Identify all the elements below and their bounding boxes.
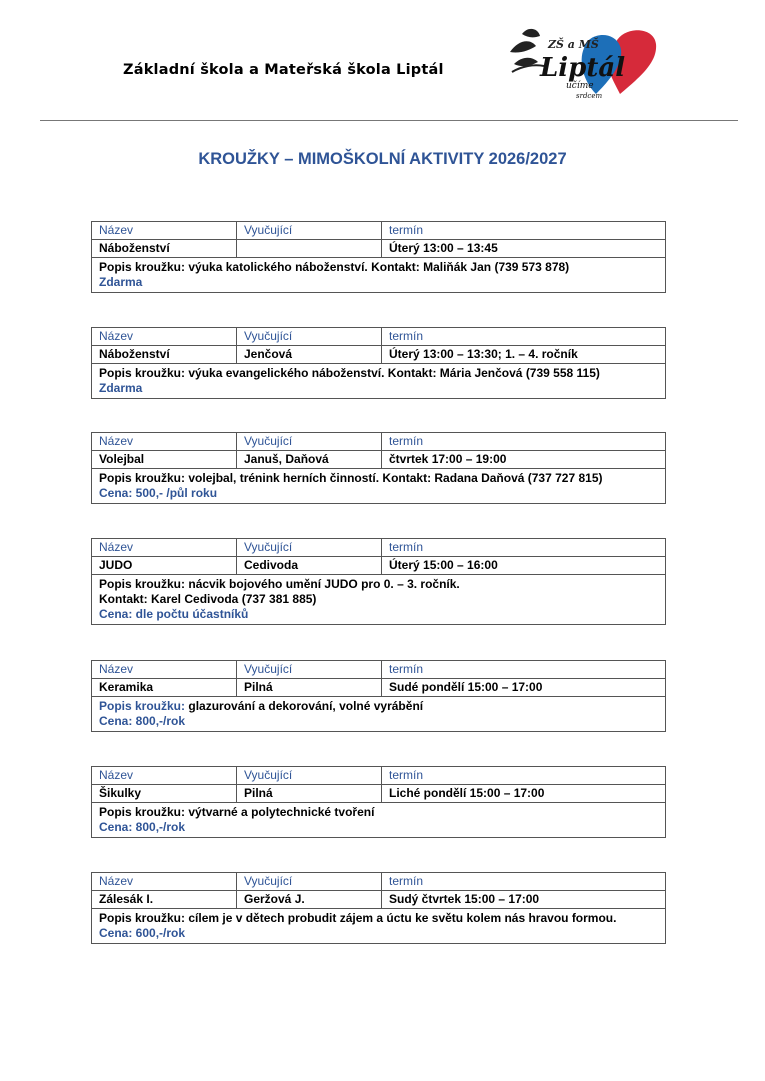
table-header-row bbox=[92, 873, 666, 891]
col-header-teacher: Vyučující bbox=[237, 433, 382, 451]
activity-time: Úterý 15:00 – 16:00 bbox=[382, 557, 666, 575]
description-text: cílem je v dětech probudit zájem a úctu ke světu kolem nás hravou formou. bbox=[188, 911, 617, 925]
description-text: výuka katolického náboženství. Kontakt: Maliňák Jan (739 573 878) bbox=[188, 260, 570, 274]
table-row bbox=[92, 679, 666, 697]
activity-block bbox=[91, 432, 665, 504]
activity-description bbox=[92, 803, 666, 838]
table-header-row bbox=[92, 539, 666, 557]
activity-description bbox=[92, 258, 666, 293]
school-name: Základní škola a Mateřská škola Liptál bbox=[123, 62, 444, 78]
activity-table bbox=[91, 327, 666, 399]
col-header-teacher: Vyučující bbox=[237, 539, 382, 557]
activity-time: Sudý čtvrtek 15:00 – 17:00 bbox=[382, 891, 666, 909]
activity-description bbox=[92, 364, 666, 399]
activity-time: Úterý 13:00 – 13:45 bbox=[382, 240, 666, 258]
activity-block bbox=[91, 872, 665, 944]
description-row bbox=[92, 697, 666, 732]
description-row bbox=[92, 469, 666, 504]
activity-name: Náboženství bbox=[92, 346, 237, 364]
school-logo bbox=[504, 22, 666, 102]
activity-description bbox=[92, 469, 666, 504]
price: Cena: 500,- /půl roku bbox=[99, 486, 218, 500]
activity-name: JUDO bbox=[92, 557, 237, 575]
col-header-time: termín bbox=[382, 222, 666, 240]
activity-block bbox=[91, 221, 665, 293]
price: Zdarma bbox=[99, 275, 143, 289]
logo-top-text: ZŠ a MŠ bbox=[548, 38, 599, 51]
activity-name: Šikulky bbox=[92, 785, 237, 803]
activity-table bbox=[91, 766, 666, 838]
description-row bbox=[92, 909, 666, 944]
activity-time: Úterý 13:00 – 13:30; 1. – 4. ročník bbox=[382, 346, 666, 364]
activity-name: Náboženství bbox=[92, 240, 237, 258]
page-title: KROUŽKY – MIMOŠKOLNÍ AKTIVITY 2026/2027 bbox=[198, 150, 567, 168]
logo-tagline-1: učíme bbox=[566, 81, 594, 91]
activity-name: Keramika bbox=[92, 679, 237, 697]
activity-description bbox=[92, 909, 666, 944]
price: Cena: 800,-/rok bbox=[99, 820, 186, 834]
col-header-time: termín bbox=[382, 767, 666, 785]
description-text: nácvik bojového umění JUDO pro 0. – 3. ročník. bbox=[188, 577, 460, 591]
description-text: výtvarné a polytechnické tvoření bbox=[188, 805, 375, 819]
table-header-row bbox=[92, 661, 666, 679]
description-label: Popis kroužku: bbox=[99, 260, 186, 274]
col-header-name: Název bbox=[92, 767, 237, 785]
description-text: glazurování a dekorování, volné vyrábění bbox=[188, 699, 424, 713]
activity-time: Liché pondělí 15:00 – 17:00 bbox=[382, 785, 666, 803]
logo-leaf bbox=[510, 41, 536, 52]
activity-time: Sudé pondělí 15:00 – 17:00 bbox=[382, 679, 666, 697]
col-header-teacher: Vyučující bbox=[237, 222, 382, 240]
activity-block bbox=[91, 660, 665, 732]
activity-name: Zálesák I. bbox=[92, 891, 237, 909]
activity-description bbox=[92, 697, 666, 732]
activity-block bbox=[91, 327, 665, 399]
activity-table bbox=[91, 538, 666, 625]
description-label: Popis kroužku: bbox=[99, 699, 186, 713]
description-label: Popis kroužku: bbox=[99, 366, 186, 380]
col-header-name: Název bbox=[92, 328, 237, 346]
table-row bbox=[92, 785, 666, 803]
description-text: výuka evangelického náboženství. Kontakt: Mária Jenčová (739 558 115) bbox=[188, 366, 600, 380]
col-header-time: termín bbox=[382, 661, 666, 679]
col-header-teacher: Vyučující bbox=[237, 767, 382, 785]
table-row bbox=[92, 346, 666, 364]
col-header-name: Název bbox=[92, 222, 237, 240]
activity-teacher: Pilná bbox=[237, 679, 382, 697]
price: Zdarma bbox=[99, 381, 143, 395]
activity-block bbox=[91, 538, 665, 625]
logo-tagline-2: srdcem bbox=[576, 92, 603, 100]
description-label: Popis kroužku: bbox=[99, 805, 186, 819]
header-divider bbox=[40, 120, 738, 121]
table-row bbox=[92, 240, 666, 258]
activity-time: čtvrtek 17:00 – 19:00 bbox=[382, 451, 666, 469]
col-header-name: Název bbox=[92, 661, 237, 679]
description-text-2: Kontakt: Karel Cedivoda (737 381 885) bbox=[99, 592, 317, 606]
col-header-teacher: Vyučující bbox=[237, 328, 382, 346]
table-row bbox=[92, 557, 666, 575]
activity-teacher: Cedivoda bbox=[237, 557, 382, 575]
description-label: Popis kroužku: bbox=[99, 471, 186, 485]
col-header-time: termín bbox=[382, 873, 666, 891]
col-header-time: termín bbox=[382, 433, 666, 451]
description-row bbox=[92, 258, 666, 293]
col-header-name: Název bbox=[92, 539, 237, 557]
activity-table bbox=[91, 432, 666, 504]
activity-teacher: Pilná bbox=[237, 785, 382, 803]
col-header-time: termín bbox=[382, 328, 666, 346]
description-label: Popis kroužku: bbox=[99, 577, 186, 591]
col-header-time: termín bbox=[382, 539, 666, 557]
activity-teacher bbox=[237, 240, 382, 258]
activity-teacher: Jenčová bbox=[237, 346, 382, 364]
activity-teacher: Januš, Daňová bbox=[237, 451, 382, 469]
col-header-name: Název bbox=[92, 433, 237, 451]
price: Cena: dle počtu účastníků bbox=[99, 607, 249, 621]
activity-table bbox=[91, 660, 666, 732]
price: Cena: 800,-/rok bbox=[99, 714, 186, 728]
description-row bbox=[92, 803, 666, 838]
activity-teacher: Geržová J. bbox=[237, 891, 382, 909]
logo-main-text: Liptál bbox=[540, 53, 626, 83]
activity-description bbox=[92, 575, 666, 625]
description-row bbox=[92, 575, 666, 625]
table-row bbox=[92, 891, 666, 909]
table-header-row bbox=[92, 767, 666, 785]
table-header-row bbox=[92, 222, 666, 240]
activity-table bbox=[91, 872, 666, 944]
col-header-teacher: Vyučující bbox=[237, 873, 382, 891]
table-row bbox=[92, 451, 666, 469]
table-header-row bbox=[92, 433, 666, 451]
description-row bbox=[92, 364, 666, 399]
activity-name: Volejbal bbox=[92, 451, 237, 469]
activity-block bbox=[91, 766, 665, 838]
description-text: volejbal, trénink herních činností. Kontakt: Radana Daňová (737 727 815) bbox=[188, 471, 603, 485]
col-header-name: Název bbox=[92, 873, 237, 891]
price: Cena: 600,-/rok bbox=[99, 926, 186, 940]
col-header-teacher: Vyučující bbox=[237, 661, 382, 679]
table-header-row bbox=[92, 328, 666, 346]
description-label: Popis kroužku: bbox=[99, 911, 186, 925]
activity-table bbox=[91, 221, 666, 293]
